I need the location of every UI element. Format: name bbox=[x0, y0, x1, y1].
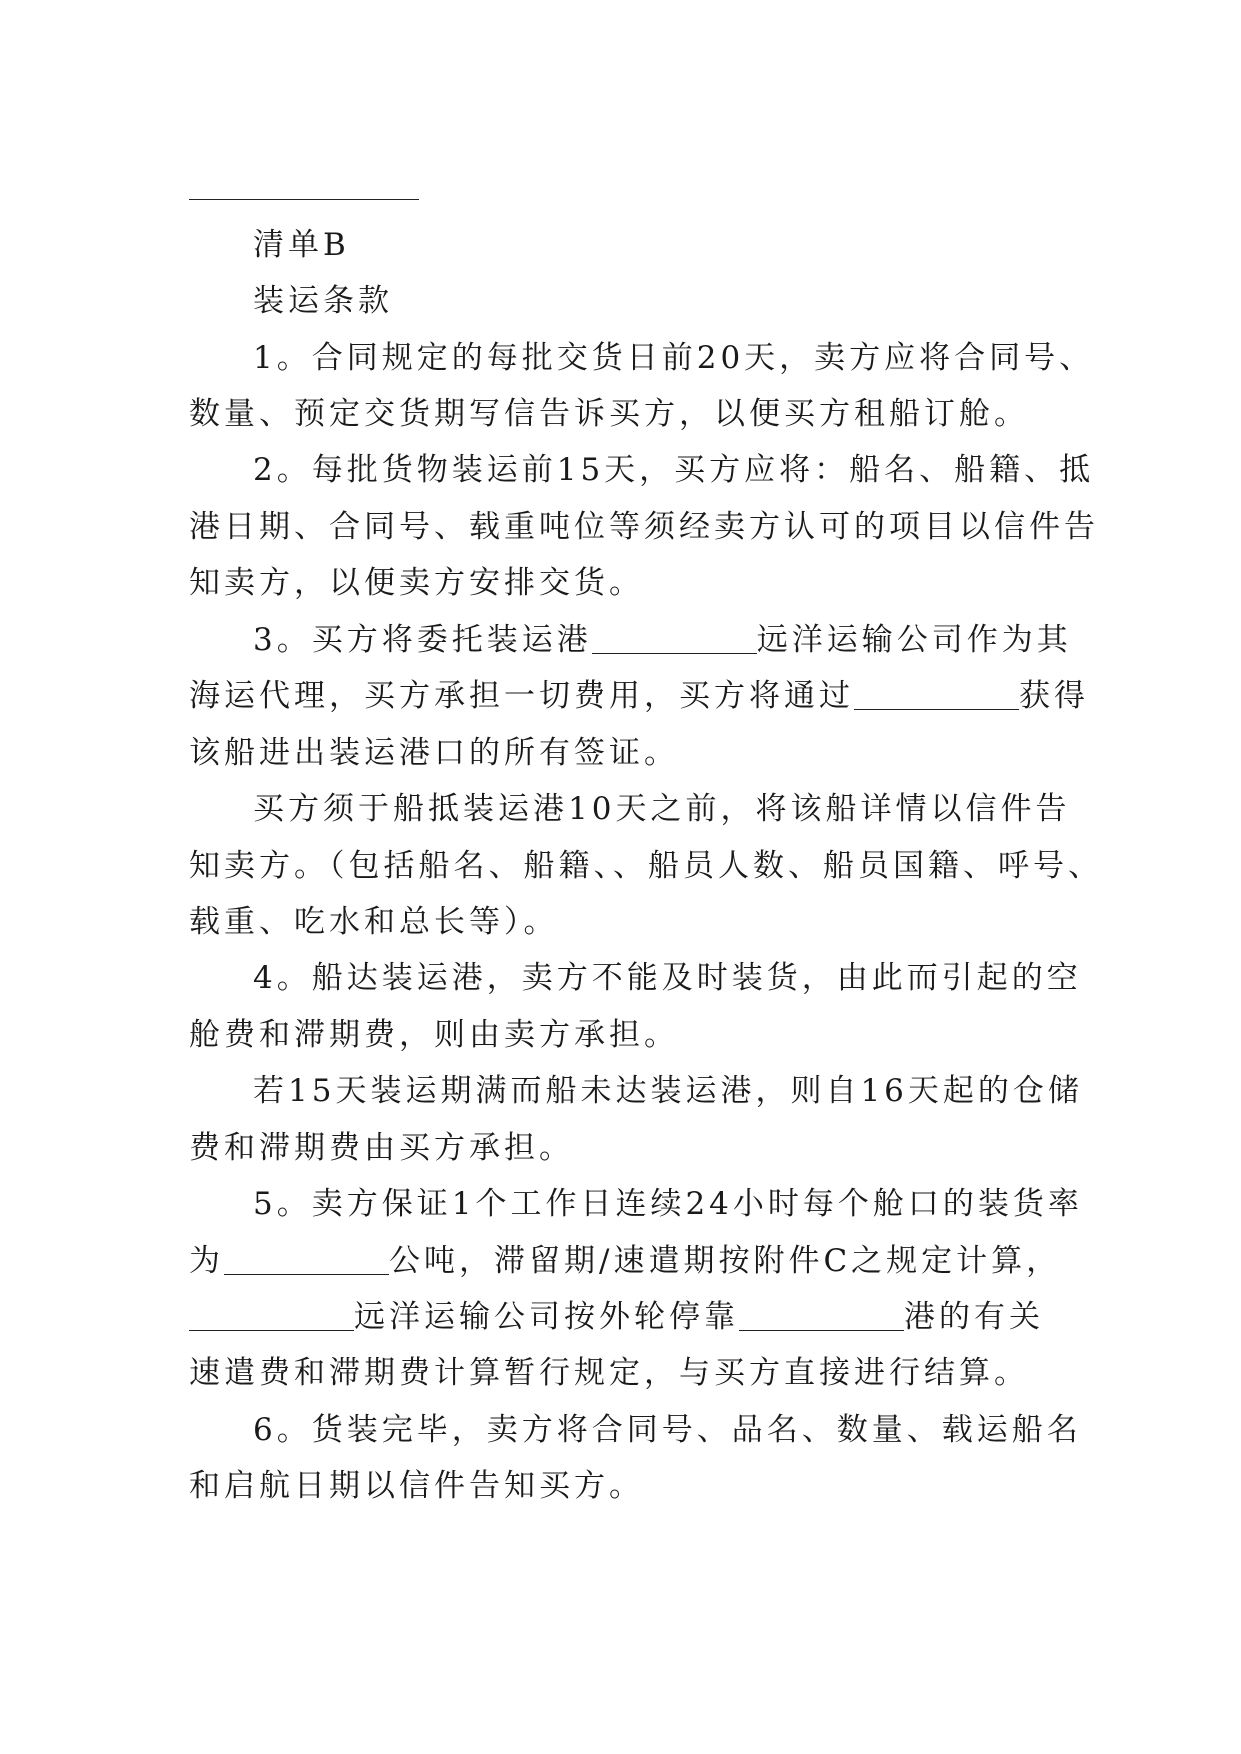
clause-3-line-1 bbox=[253, 619, 1072, 661]
clause-5-line-3 bbox=[189, 1296, 1059, 1338]
heading-shipment-terms: 装运条款 bbox=[253, 283, 393, 319]
clause-4-line-1: 4。船达装运港，卖方不能及时装货，由此而引起的空 bbox=[253, 960, 1082, 996]
clause-4-para-line-2: 费和滞期费由买方承担。 bbox=[189, 1130, 574, 1166]
clause-3-para-line-1: 买方须于船抵装运港10天之前，将该船详情以信件告 bbox=[253, 791, 1071, 827]
clause-5-line-2 bbox=[189, 1240, 1062, 1282]
clause-3-line-2 bbox=[189, 675, 1089, 717]
clause-5-text-d: 港的有关 bbox=[904, 1299, 1044, 1335]
clause-3-text-a: 3。买方将委托装运港 bbox=[253, 622, 592, 658]
clause-5-line-4: 速遣费和滞期费计算暂行规定，与买方直接进行结算。 bbox=[189, 1355, 1029, 1391]
clause-2-line-3: 知卖方，以便卖方安排交货。 bbox=[189, 565, 644, 601]
clause-3-line-3: 该船进出装运港口的所有签证。 bbox=[189, 735, 679, 771]
clause-5-line-1: 5。卖方保证1个工作日连续24小时每个舱口的装货率 bbox=[253, 1186, 1083, 1222]
clause-4-para-line-1: 若15天装运期满而船未达装运港，则自16天起的仓储 bbox=[253, 1073, 1083, 1109]
top-rule bbox=[189, 199, 419, 200]
fill-blank-shipping-company bbox=[189, 1302, 354, 1331]
fill-blank-via bbox=[854, 681, 1019, 710]
clause-2-line-2: 港日期、合同号、载重吨位等须经卖方认可的项目以信件告 bbox=[189, 509, 1099, 545]
clause-6-line-2: 和启航日期以信件告知买方。 bbox=[189, 1468, 644, 1504]
clause-5-text-b: 公吨，滞留期/速遣期按附件C之规定计算， bbox=[389, 1243, 1062, 1279]
clause-5-text-a: 为 bbox=[189, 1243, 224, 1279]
clause-3-text-b: 远洋运输公司作为其 bbox=[756, 622, 1072, 658]
clause-3-para-line-3: 载重、吃水和总长等）。 bbox=[189, 904, 559, 940]
fill-blank-loading-port bbox=[592, 625, 757, 654]
clause-1-line-2: 数量、预定交货期写信告诉买方，以便买方租船订舱。 bbox=[189, 396, 1029, 432]
fill-blank-loading-rate bbox=[224, 1246, 389, 1275]
clause-6-line-1: 6。货装完毕，卖方将合同号、品名、数量、载运船名 bbox=[253, 1412, 1082, 1448]
clause-3-text-d: 获得 bbox=[1019, 678, 1089, 714]
clause-4-line-2: 舱费和滞期费，则由卖方承担。 bbox=[189, 1017, 679, 1053]
heading-list-b: 清单B bbox=[253, 227, 350, 263]
clause-5-text-c: 远洋运输公司按外轮停靠 bbox=[354, 1299, 739, 1335]
clause-2-line-1: 2。每批货物装运前15天，买方应将：船名、船籍、抵 bbox=[253, 452, 1095, 488]
clause-3-para-line-2: 知卖方。（包括船名、船籍、、船员人数、船员国籍、呼号、 bbox=[189, 848, 1103, 884]
clause-3-text-c: 海运代理，买方承担一切费用，买方将通过 bbox=[189, 678, 854, 714]
fill-blank-port bbox=[739, 1302, 904, 1331]
clause-1-line-1: 1。合同规定的每批交货日前20天，卖方应将合同号、 bbox=[253, 340, 1095, 376]
